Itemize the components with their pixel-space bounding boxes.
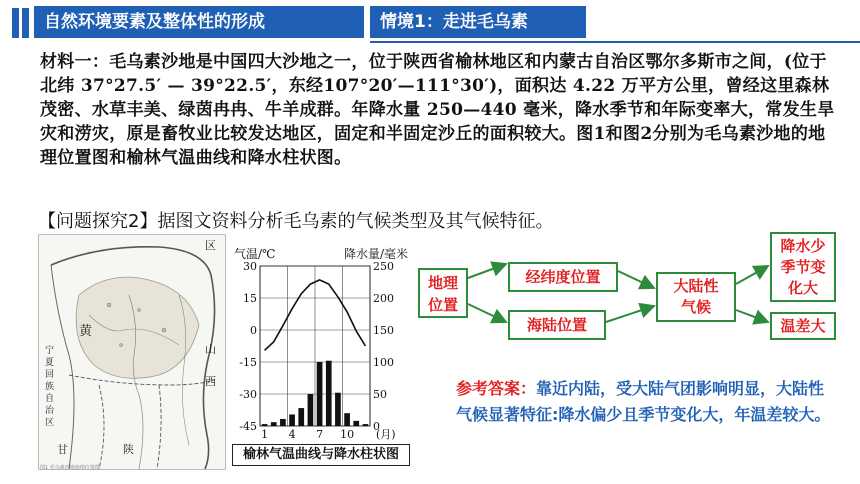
left-axis-label: 气温/℃ — [234, 247, 276, 261]
map-label-ningxia-char: 宁 — [45, 346, 55, 356]
map-label-ningxia-char: 夏 — [45, 358, 55, 368]
precip-bar — [289, 414, 295, 426]
map-label-ningxia-char: 族 — [45, 382, 55, 392]
map-label-ningxia-char: 回 — [45, 370, 55, 380]
precip-bar — [353, 421, 359, 426]
precip-bar — [363, 424, 369, 426]
right-tick-label: 0 — [373, 420, 380, 433]
left-tick-label: -45 — [239, 420, 257, 433]
arrow-to-latlon — [468, 264, 506, 278]
precip-bar — [308, 394, 314, 426]
map-label-ningxia-char: 治 — [45, 406, 55, 416]
flow-geo-position: 地理 位置 — [418, 268, 468, 318]
left-tick-label: -15 — [239, 356, 257, 369]
answer-label: 参考答案： — [456, 379, 537, 398]
x-tick-label: 10 — [340, 428, 355, 440]
map-label-gansu: 甘 — [57, 443, 68, 456]
reference-answer — [456, 376, 836, 428]
x-tick-label: 1 — [261, 428, 269, 440]
precip-bar — [326, 361, 332, 426]
material-text: 材料一：毛乌素沙地是中国四大沙地之一，位于陕西省榆林地区和内蒙古自治区鄂尔多斯市之间，(位于北纬 37°27.5′ — 39°22.5′，东经107°20′—111°30′)，面积达 4.22 万平方公里，曾经这里森林茂密、水草丰美、绿茵冉冉、牛羊成群。年降水量 250—440 毫米，降水季节和年际变率大，常发生旱灾和涝灾，原是畜牧业比较发达地区，固定和半固定沙丘的面积较大。图1和图2分别为毛乌素沙地的地理位置图和榆林气温曲线和降水柱状图。 — [40, 52, 835, 168]
climate-chart-svg — [232, 240, 410, 440]
arrow-latlon-to-continental — [618, 271, 654, 288]
x-tick-label: 4 — [288, 428, 296, 440]
right-tick-label: 250 — [373, 260, 394, 273]
flow-sea-land: 海陆位置 — [508, 310, 606, 340]
left-tick-label: 0 — [250, 324, 257, 337]
chart-title: 榆林气温曲线与降水柱状图 — [232, 444, 410, 466]
location-map — [38, 234, 226, 470]
precip-bar — [280, 419, 286, 426]
map-caption: 图1 毛乌素沙地地理位置图 — [40, 465, 100, 471]
precip-bar — [335, 393, 341, 426]
right-tick-label: 50 — [373, 388, 387, 401]
left-tick-label: 30 — [243, 260, 257, 273]
x-axis-label: (月) — [376, 428, 396, 440]
flow-precip-variation: 降水少 季节变 化大 — [770, 232, 836, 302]
precip-bar — [344, 413, 350, 426]
right-tick-label: 150 — [373, 324, 394, 337]
arrow-sealand-to-continental — [606, 306, 654, 322]
map-label-region: 区 — [205, 239, 216, 252]
map-label-xi: 西 — [205, 375, 216, 388]
header-mark — [22, 8, 29, 38]
precip-bar — [271, 422, 277, 426]
flow-lat-lon: 经纬度位置 — [508, 262, 618, 292]
x-tick-label: 7 — [316, 428, 324, 440]
precip-bar — [317, 362, 323, 426]
scenario-title: 情境1：走进毛乌素 — [370, 6, 586, 38]
map-label-ningxia-char: 自 — [45, 394, 55, 404]
map-label-ningxia-char: 区 — [45, 418, 55, 428]
arrow-to-sealand — [468, 304, 506, 322]
right-tick-label: 200 — [373, 292, 394, 305]
precip-bar — [262, 424, 268, 426]
map-label-shaanxi: 陕 — [123, 443, 134, 456]
flow-continental-climate: 大陆性 气候 — [656, 272, 736, 322]
flow-temp-range: 温差大 — [770, 312, 836, 340]
right-tick-label: 100 — [373, 356, 394, 369]
section-title: 自然环境要素及整体性的形成 — [34, 6, 364, 38]
right-axis-label: 降水量/毫米 — [343, 247, 408, 261]
left-tick-label: 15 — [243, 292, 257, 305]
left-tick-label: -30 — [239, 388, 257, 401]
map-drawing — [39, 235, 225, 469]
arrow-to-precip — [736, 266, 768, 284]
climate-chart — [232, 240, 410, 468]
header-mark — [12, 8, 19, 38]
arrow-to-temprange — [736, 310, 768, 322]
answer-text: 靠近内陆，受大陆气团影响明显，大陆性气候显著特征:降水偏少且季节变化大，年温差较大。 — [456, 379, 831, 424]
question-prompt: 【问题探究2】据图文资料分析毛乌素的气候类型及其气候特征。 — [38, 211, 554, 232]
map-label-river: 黄 — [79, 324, 93, 339]
precip-bar — [298, 408, 304, 426]
map-label-shan: 山 — [205, 343, 216, 356]
header-rule — [370, 41, 860, 43]
header-bar — [0, 0, 860, 44]
